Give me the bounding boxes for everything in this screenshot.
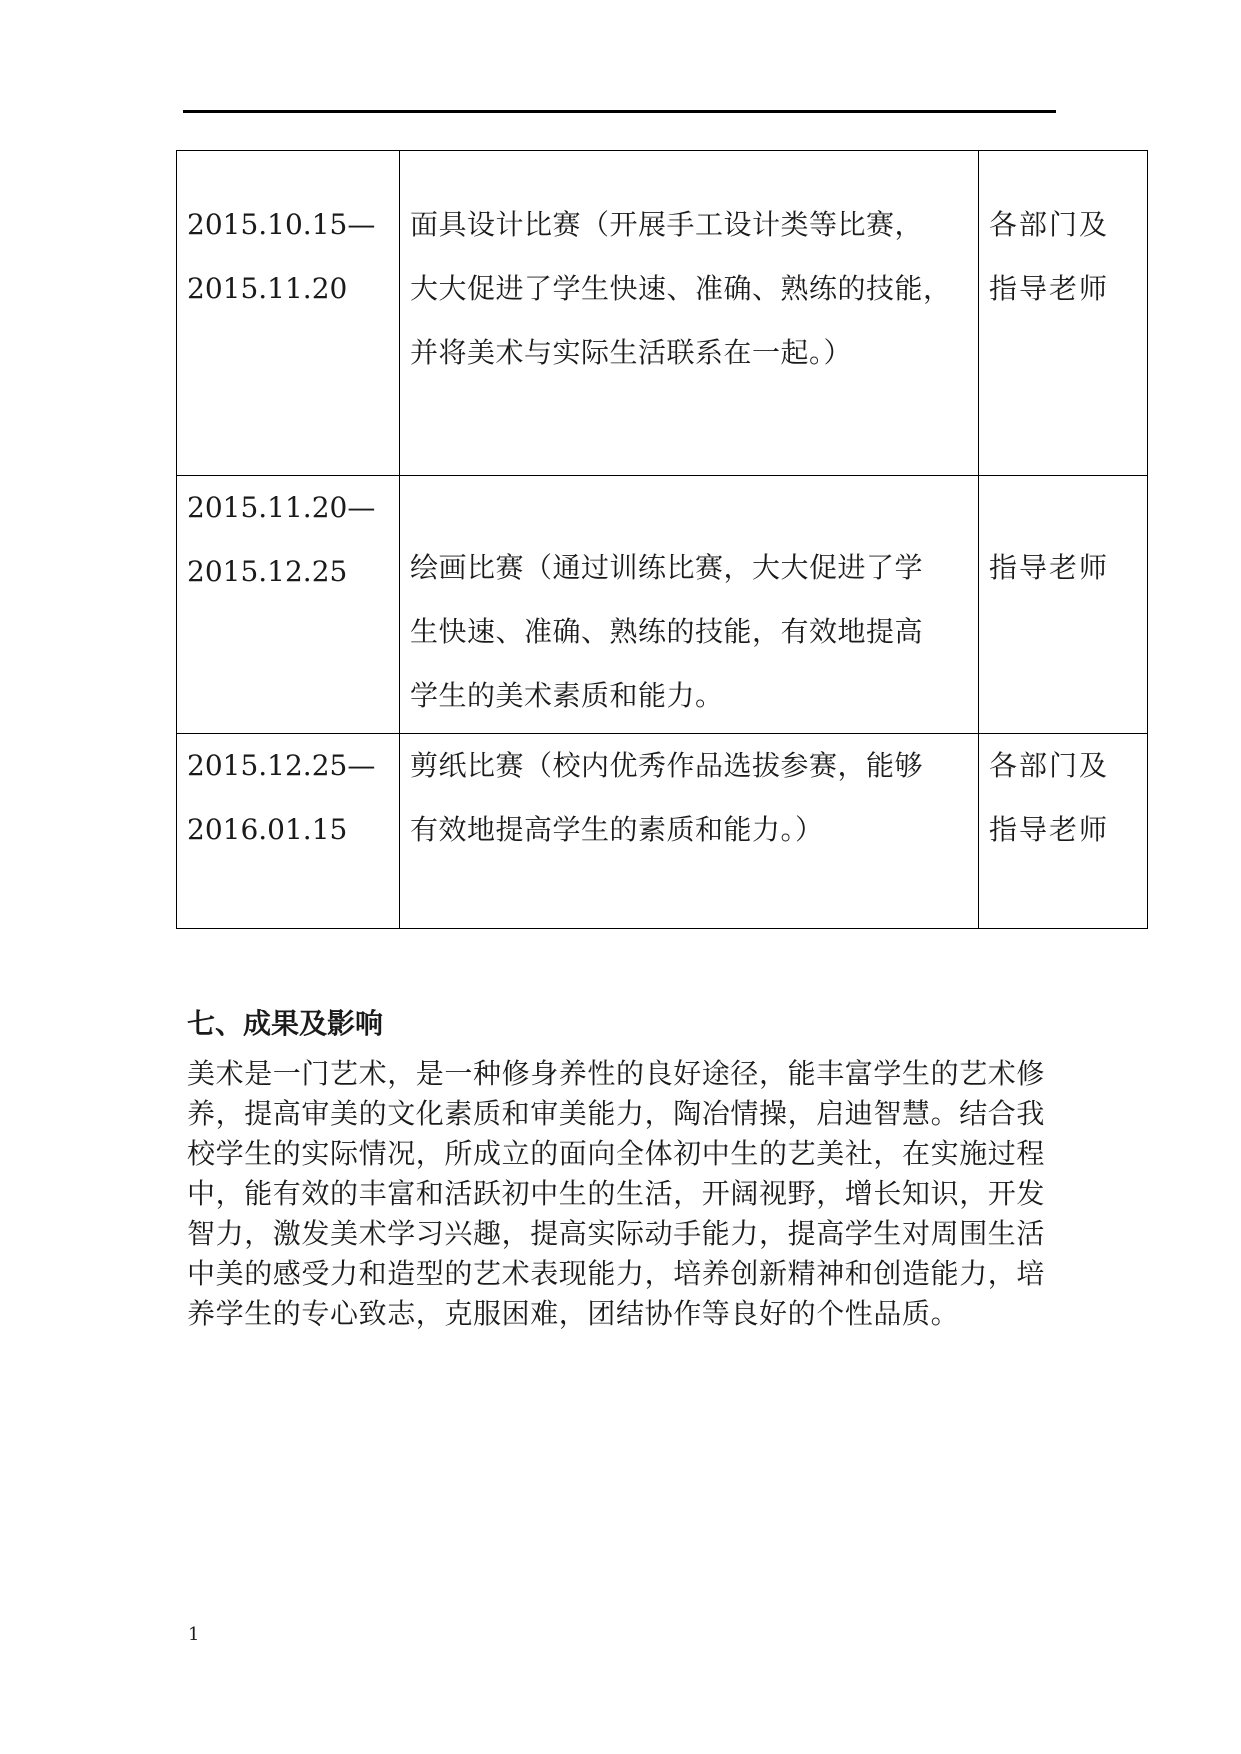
body-line: 养，提高审美的文化素质和审美能力，陶冶情操，启迪智慧。结合我 [187,1097,1046,1130]
date-cell [177,476,400,734]
content-line: 有效地提高学生的素质和能力。） [410,813,824,846]
date-start: 2015.11.20— [187,491,376,524]
date-cell [177,151,400,476]
date-start: 2015.12.25— [187,749,376,782]
body-line: 美术是一门艺术，是一种修身养性的良好途径，能丰富学生的艺术修 [187,1057,1046,1090]
content-line: 生快速、准确、熟练的技能，有效地提高 [410,615,924,648]
owner-line: 各部门及 [989,749,1110,782]
page-number: 1 [188,1624,200,1645]
content-line: 绘画比赛（通过训练比赛，大大促进了学 [410,551,924,584]
table-row [177,476,1148,734]
section-body [187,1054,1067,1334]
content-line: 剪纸比赛（校内优秀作品选拔参赛，能够 [410,749,924,782]
content-line: 学生的美术素质和能力。 [410,679,724,712]
content-line: 并将美术与实际生活联系在一起。） [410,336,853,369]
owner-cell [979,734,1148,929]
table-row [177,151,1148,476]
date-end: 2015.11.20 [187,272,348,305]
content-line: 大大促进了学生快速、准确、熟练的技能， [410,272,952,305]
date-end: 2016.01.15 [187,813,348,846]
section-heading: 七、成果及影响 [187,1007,384,1040]
owner-line: 指导老师 [989,272,1110,305]
content-cell [400,151,979,476]
date-start: 2015.10.15— [187,208,376,241]
body-line: 养学生的专心致志，克服困难，团结协作等良好的个性品质。 [187,1297,960,1330]
date-end: 2015.12.25 [187,555,348,588]
date-cell [177,734,400,929]
owner-cell [979,151,1148,476]
content-cell [400,734,979,929]
activity-schedule-table [176,150,1148,929]
body-line: 校学生的实际情况，所成立的面向全体初中生的艺美社，在实施过程 [187,1137,1046,1170]
owner-line: 指导老师 [989,551,1110,584]
owner-cell [979,476,1148,734]
table-row [177,734,1148,929]
body-line: 中，能有效的丰富和活跃初中生的生活，开阔视野，增长知识，开发 [187,1177,1046,1210]
owner-line: 各部门及 [989,208,1110,241]
content-cell [400,476,979,734]
header-rule [183,110,1056,113]
body-line: 智力，激发美术学习兴趣，提高实际动手能力，提高学生对周围生活 [187,1217,1046,1250]
body-line: 中美的感受力和造型的艺术表现能力，培养创新精神和创造能力，培 [187,1257,1046,1290]
content-line: 面具设计比赛（开展手工设计类等比赛， [410,208,924,241]
owner-line: 指导老师 [989,813,1110,846]
